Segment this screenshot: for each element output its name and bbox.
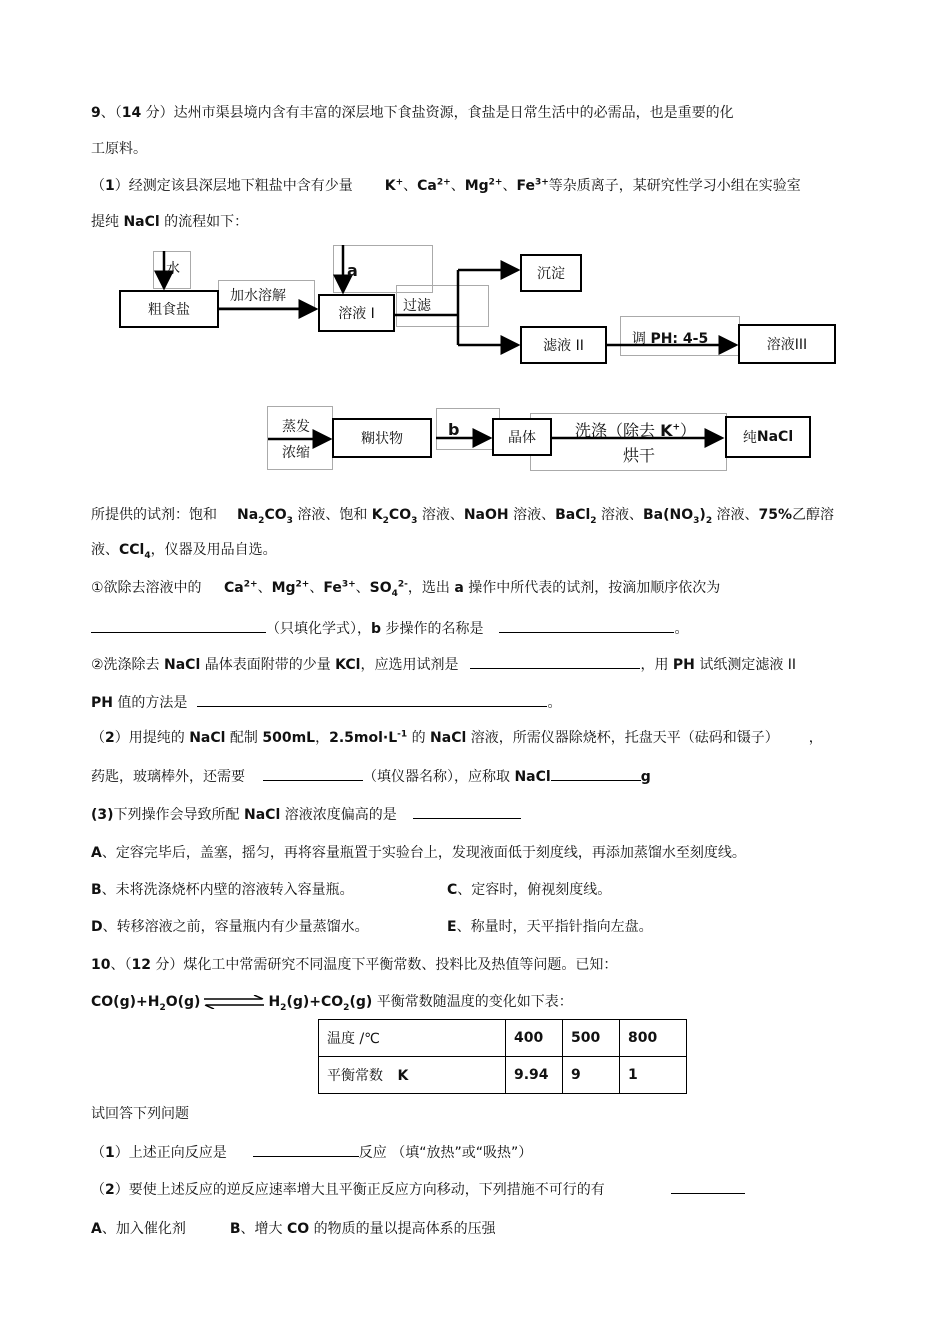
k-800-cell: 1 <box>620 1057 687 1094</box>
crystal-box: 晶体 <box>492 418 552 456</box>
answer-blank-ph-method[interactable] <box>197 692 547 707</box>
q9-line3: （1）经测定该县深层地下粗盐中含有少量 K+、$Ca^{2+}$、$Mg^{2+}$、$Fe^{3+}$等杂质离子，某研究性学习小组在实验室 <box>91 177 801 194</box>
answer-blank-b-step[interactable] <box>499 618 674 633</box>
q9-part3-line: (3)下列操作会导致所配 NaCl 溶液浓度偏高的是 <box>91 804 521 825</box>
adjust-ph-label: 调 PH: 4-5 <box>632 331 709 347</box>
q10-sub3: A、加入催化剂 B、增大 CO 的物质的量以提高体系的压强 <box>91 1221 496 1237</box>
reagents-line1: 所提供的试剂：饱和 $Na_2CO_3$ 溶液、饱和 $K_2CO_3$ 溶液、NaOH 溶液、BaCl$_2$ 溶液、$Ba(NO_3)_2$ 溶液、75%乙醇溶 <box>91 507 835 526</box>
q10-ask: 试回答下列问题 <box>91 1106 189 1122</box>
equilibrium-arrow-icon <box>202 995 266 1009</box>
pure-nacl-box: 纯 NaCl <box>725 416 811 458</box>
q9-line2: 工原料。 <box>91 141 147 157</box>
k-header-cell: 平衡常数 K <box>319 1057 506 1094</box>
answer-blank-mass[interactable] <box>551 766 641 781</box>
option-c: C、定容时，俯视刻度线。 <box>447 882 612 898</box>
crude-salt-box: 粗食盐 <box>119 290 219 328</box>
evaporate-label-1: 蒸发 <box>282 419 310 435</box>
answer-blank-reaction-type[interactable] <box>253 1142 359 1157</box>
q9-part2-line2: 药匙，玻璃棒外，还需要 （填仪器名称），应称取 NaCl g <box>91 766 651 787</box>
option-d: D、转移溶液之前，容量瓶内有少量蒸馏水。 <box>91 919 369 935</box>
dry-label: 烘干 <box>623 446 656 465</box>
evaporate-label-2: 浓缩 <box>282 445 310 461</box>
paste-box: 糊状物 <box>332 418 432 458</box>
dissolve-label: 加水溶解 <box>230 288 286 304</box>
q9-sub1-line1: ①欲除去溶液中的 $Ca^{2+}$、$Mg^{2+}$、$Fe^{3+}$、$SO_4^{2-}$，选出 a 操作中所代表的试剂，按滴加顺序依次为 <box>91 579 721 599</box>
equilibrium-table <box>318 1019 687 1094</box>
q9-sub1-line2: （只填化学式），b 步操作的名称是 。 <box>91 618 688 639</box>
temp-500-cell: 500 <box>563 1020 620 1057</box>
water-label: 水 <box>166 261 180 277</box>
solution3-box: 溶液III <box>738 324 836 364</box>
temp-400-cell: 400 <box>506 1020 563 1057</box>
option-b: B、未将洗涤烧杯内壁的溶液转入容量瓶。 <box>91 882 354 898</box>
reagent-b-label: b <box>448 420 460 439</box>
solution1-box: 溶液 I <box>318 294 395 332</box>
answer-blank-reagents[interactable] <box>91 618 266 633</box>
reagent-a-label: a <box>347 261 358 280</box>
wash-label: 洗涤（除去 K+） <box>575 421 697 440</box>
q9-line4: 提纯 NaCl 的流程如下： <box>91 214 249 230</box>
q9-part2-line1: （2）用提纯的 NaCl 配制 500mL，$2.5mol\cdot L^{-1}$ 的 NaCl 溶液，所需仪器除烧杯，托盘天平（砝码和镊子） ， <box>91 729 823 746</box>
q10-line1: 10、（12 分）煤化工中常需研究不同温度下平衡常数、投料比及热值等问题。已知： <box>91 957 618 973</box>
k-500-cell: 9 <box>563 1057 620 1094</box>
q10-equation: $CO(g)+H_2O(g)$ $H_2(g)+CO_2(g)$ 平衡常数随温度的变化如下表： <box>91 994 573 1013</box>
q9-sub2-line1: ②洗涤除去 NaCl 晶体表面附带的少量 KCl，应选用试剂是 ，用 PH 试纸测定滤液 II <box>91 654 796 675</box>
option-a: A、定容完毕后，盖塞，摇匀，再将容量瓶置于实验台上，发现液面低于刻度线，再添加蒸馏水至刻度线。 <box>91 845 746 861</box>
precipitate-box: 沉淀 <box>520 254 582 292</box>
q9-sub2-line2: PH 值的方法是 。 <box>91 692 561 713</box>
reagents-line2: 液、CCl$_4$，仪器及用品自选。 <box>91 542 277 561</box>
answer-blank-part3[interactable] <box>413 804 521 819</box>
answer-blank-instrument[interactable] <box>263 766 363 781</box>
q10-sub1: （1）上述正向反应是 反应 （填“放热”或“吸热”） <box>91 1142 532 1163</box>
table-row <box>319 1020 687 1057</box>
q10-sub2: （2）要使上述反应的逆反应速率增大且平衡正反应方向移动，下列措施不可行的有 <box>91 1179 745 1200</box>
option-e: E、称量时，天平指针指向左盘。 <box>447 919 653 935</box>
temp-800-cell: 800 <box>620 1020 687 1057</box>
answer-blank-wash-reagent[interactable] <box>470 654 640 669</box>
temp-header-cell: 温度 /℃ <box>319 1020 506 1057</box>
k-400-cell: 9.94 <box>506 1057 563 1094</box>
filtrate2-box: 滤液 II <box>520 326 607 364</box>
q9-line1: 9、（14 分）达州市渠县境内含有丰富的深层地下食盐资源，食盐是日常生活中的必需品，也是重要的化 <box>91 105 734 121</box>
filter-label: 过滤 <box>403 298 431 314</box>
answer-blank-infeasible[interactable] <box>671 1179 745 1194</box>
table-row <box>319 1057 687 1094</box>
